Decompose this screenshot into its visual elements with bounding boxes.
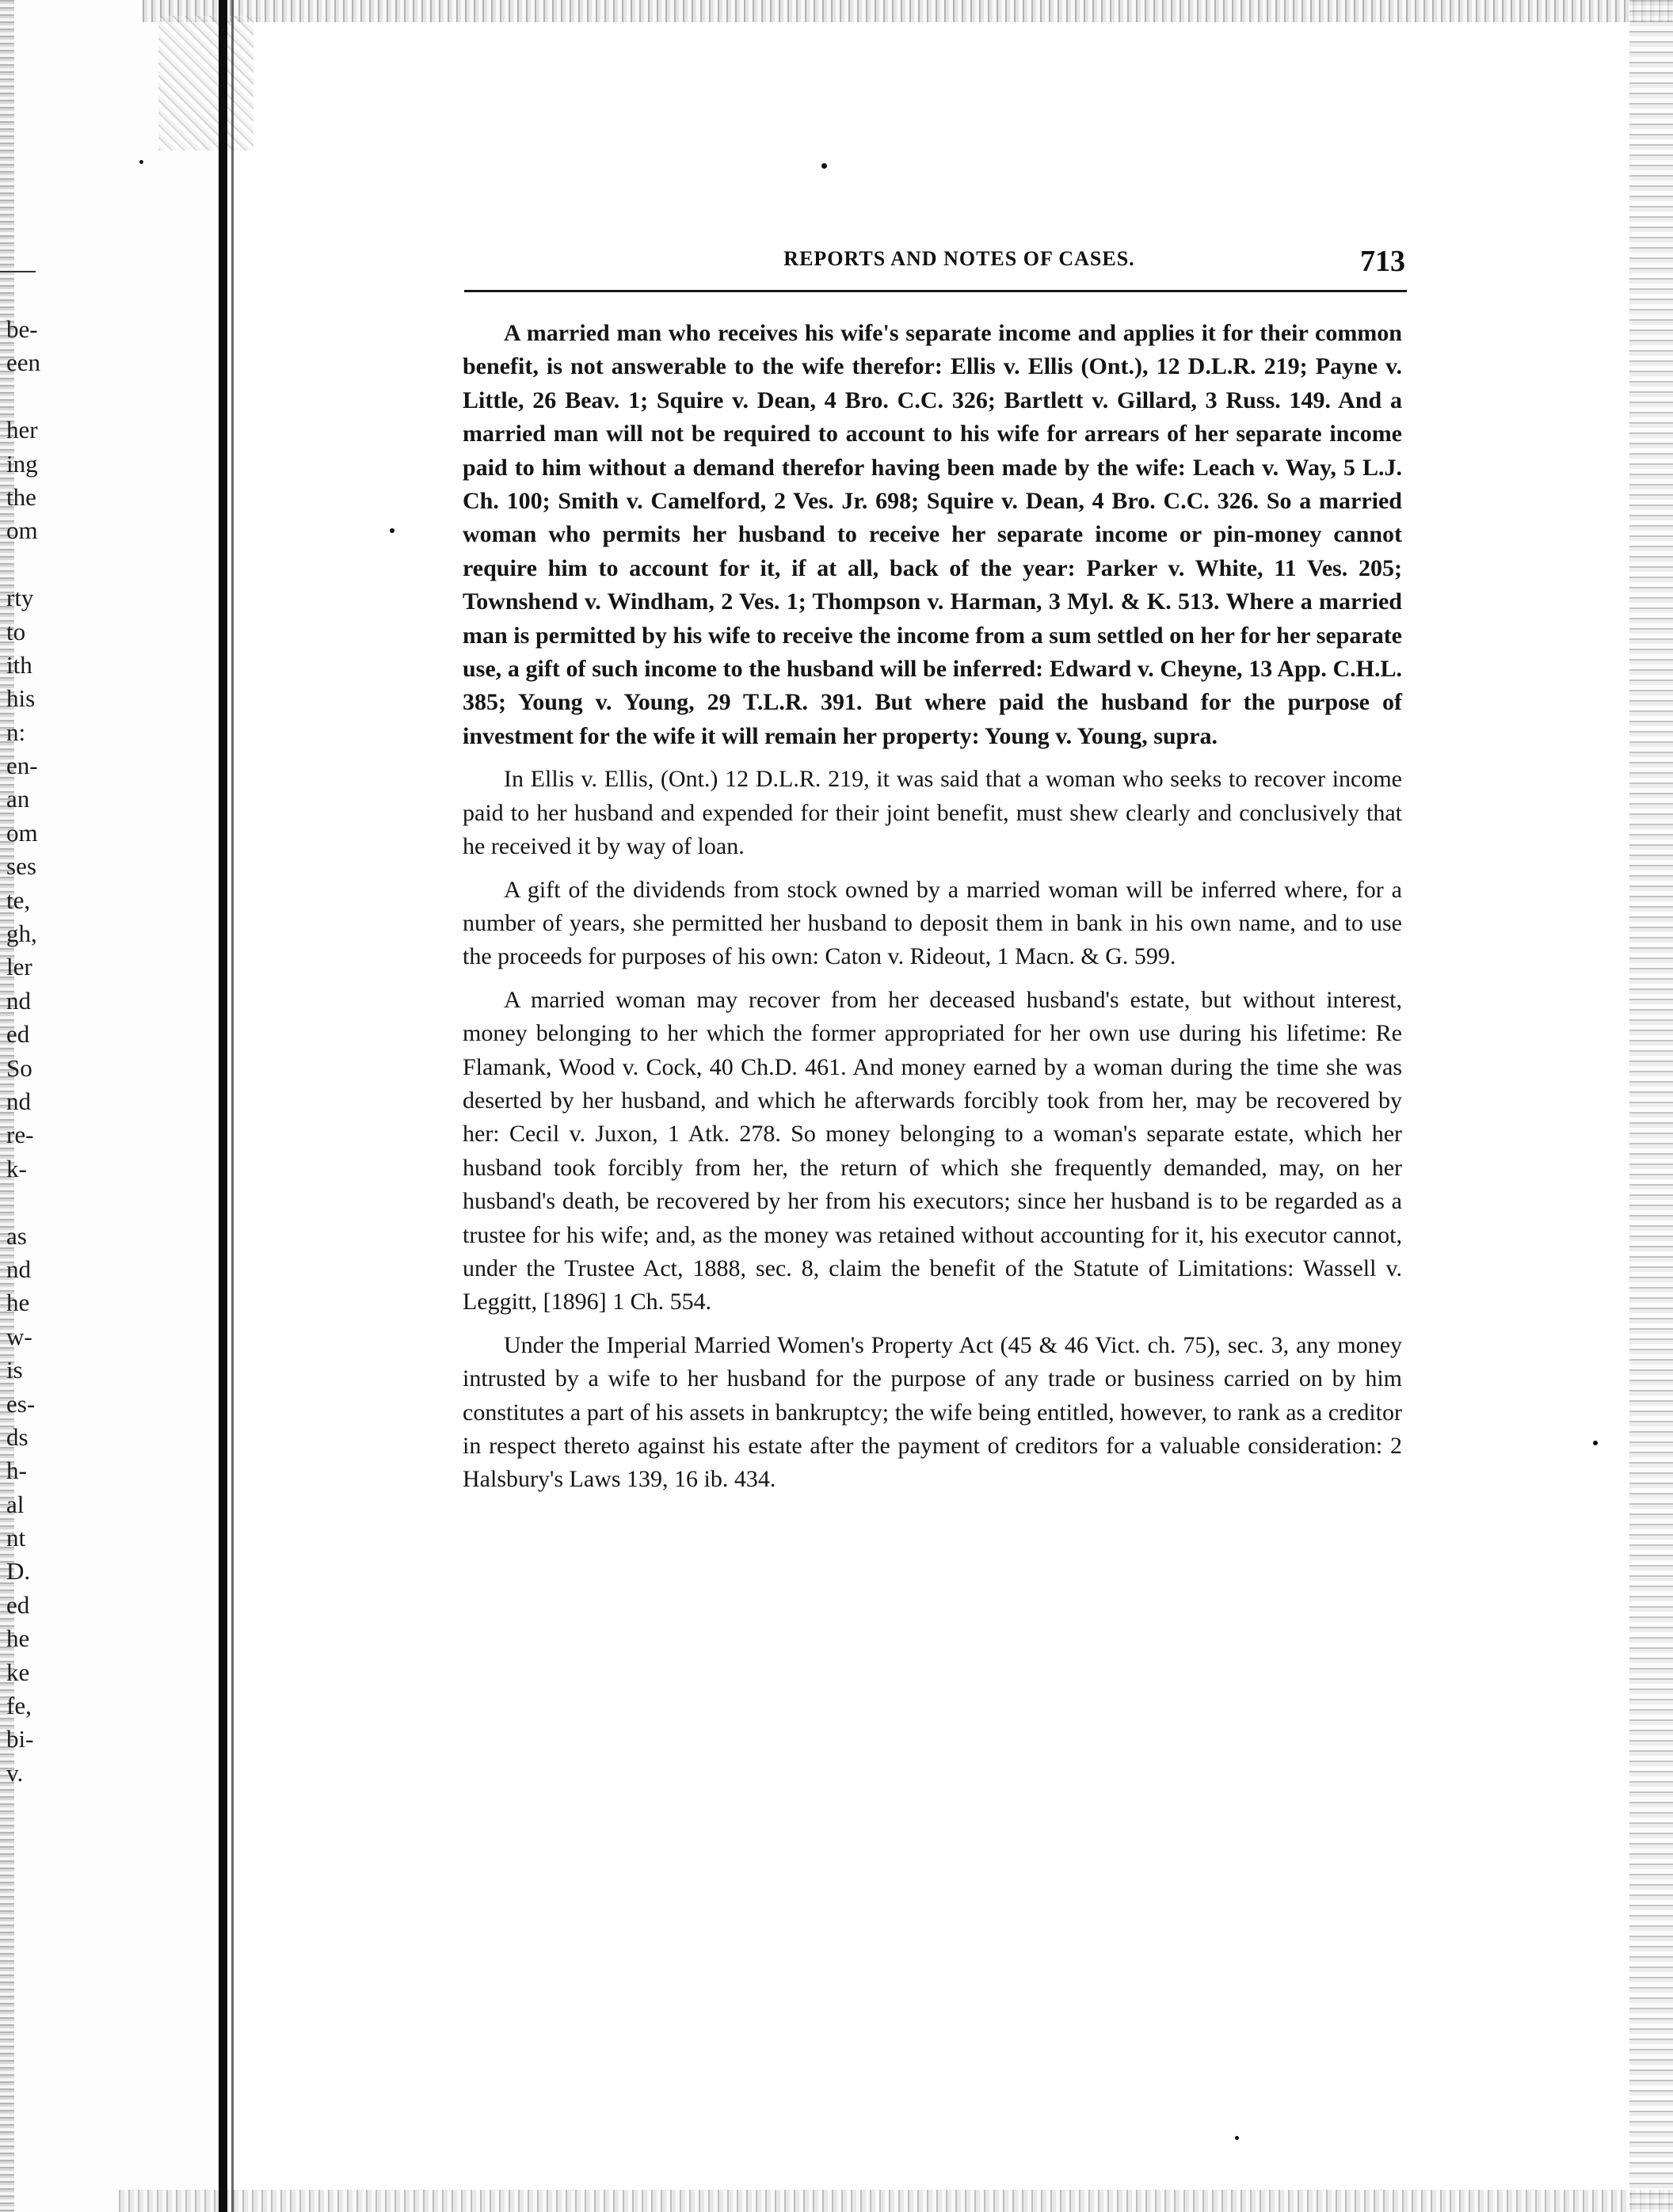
scan-edge-noise-right xyxy=(1629,0,1673,2212)
book-binding-shadow xyxy=(219,0,227,2212)
facing-page-fragment xyxy=(6,1186,48,1219)
facing-page-fragment: om xyxy=(6,516,38,545)
facing-page-fragment: om xyxy=(6,818,38,847)
facing-page-fragment: een xyxy=(6,348,41,377)
scan-edge-noise-bottom xyxy=(119,2190,1673,2212)
facing-page-fragment: ith xyxy=(6,650,32,679)
facing-page-fragment: is xyxy=(6,1356,23,1384)
facing-page-fragment: ing xyxy=(6,449,38,478)
facing-page-fragment xyxy=(6,380,48,413)
page-number: 713 xyxy=(1360,245,1405,278)
facing-page-fragment: te, xyxy=(6,885,31,914)
facing-page-fragment: ed xyxy=(6,1590,30,1619)
facing-page-fragment: ses xyxy=(6,852,36,881)
scan-speck xyxy=(139,160,143,164)
facing-page-fragment: h- xyxy=(6,1456,27,1485)
book-binding-edge xyxy=(231,0,234,2212)
paragraph-5: Under the Imperial Married Women's Property Act (45 & 46 Vict. ch. 75), sec. 3, any money intrusted by a wife to her husband for the purpose of any trade or business carried on by him constitutes a part of his assets in bankruptcy; the wife being entitled, however, to rank as a creditor in respect thereto against his estate after the payment of creditors for a valuable consideration: 2 Halsbury's Laws 139, 16 ib. 434. xyxy=(463,1331,1402,1493)
facing-page-fragment: So xyxy=(6,1053,32,1082)
facing-page-fragment: k- xyxy=(6,1154,27,1182)
facing-page-fragment: al xyxy=(6,1490,25,1518)
scan-speck xyxy=(821,163,827,169)
scan-speck xyxy=(1593,1441,1598,1445)
running-head xyxy=(464,247,1407,285)
facing-page-fragment: nd xyxy=(6,1254,31,1283)
facing-page-rule xyxy=(0,271,36,272)
page-body xyxy=(463,317,1402,1506)
scan-edge-noise-top xyxy=(143,0,1673,22)
facing-page-fragment: re- xyxy=(6,1121,34,1149)
facing-page-fragment: ds xyxy=(6,1422,29,1451)
scan-speck xyxy=(390,528,394,533)
facing-page-fragment: es- xyxy=(6,1389,36,1418)
scan-corner-noise xyxy=(158,16,253,150)
facing-page-fragment: ke xyxy=(6,1658,30,1686)
facing-page-fragment: an xyxy=(6,785,30,813)
facing-page-fragment: as xyxy=(6,1221,27,1250)
facing-page-fragment: rty xyxy=(6,584,34,612)
header-rule xyxy=(464,290,1407,292)
facing-page-fragment: her xyxy=(6,416,38,444)
facing-page-fragment: nd xyxy=(6,986,31,1015)
facing-page-fragment: en- xyxy=(6,752,38,780)
facing-page-fragment: his xyxy=(6,684,36,713)
facing-page-fragment: n: xyxy=(6,718,26,746)
facing-page-fragment: he xyxy=(6,1624,30,1653)
running-head-title: REPORTS AND NOTES OF CASES. xyxy=(783,247,1135,270)
paragraph-4: A married woman may recover from her deceased husband's estate, but without interest, money belonging to her which the former appropriated for her own use during his lifetime: Re Flamank, Wood v. Cock, 40 Ch.D. 461. And money earned by a woman during the time she was deserted by her husband, and which he afterwards forcibly took from her, may be recovered by her: Cecil v. Juxon, 1 Atk. 278. So money belonging to a woman's separate estate, which her husband took forcibly from her, the return of which she frequently demanded, may, on her husband's death, be recovered by her from his executors; since her husband is to be regarded as a trustee for his wife; and, as the money was retained without accounting for it, his executor cannot, under the Trustee Act, 1888, sec. 8, claim the benefit of the Statute of Limitations: Wassell v. Leggitt, [1896] 1 Ch. 554. xyxy=(463,986,1402,1315)
facing-page-fragment: w- xyxy=(6,1322,32,1350)
facing-page-text-fragments xyxy=(6,313,48,1790)
facing-page-fragment: to xyxy=(6,617,26,645)
facing-page-fragment: D. xyxy=(6,1557,31,1586)
facing-page-fragment: ler xyxy=(6,953,32,981)
facing-page-fragment xyxy=(6,548,48,581)
facing-page-fragment: he xyxy=(6,1289,30,1317)
facing-page-fragment: nt xyxy=(6,1524,26,1552)
facing-page-fragment: be- xyxy=(6,315,38,343)
facing-page-fragment: the xyxy=(6,482,36,511)
paragraph-3: A gift of the dividends from stock owned by a married woman will be inferred where, for a number of years, she permitted her husband to deposit them in bank in his own name, and to use the proceeds for purposes of his own: Caton v. Rideout, 1 Macn. & G. 599. xyxy=(463,876,1402,970)
paragraph-1: A married man who receives his wife's separate income and applies it for their common benefit, is not answerable to the wife therefor: Ellis v. Ellis (Ont.), 12 D.L.R. 219; Payne v. Little, 26 Beav. 1; Squire v. Dean, 4 Bro. C.C. 326; Bartlett v. Gillard, 3 Russ. 149. And a married man will not be required to account to his wife for arrears of her separate income paid to him without a demand therefor having been made by the wife: Leach v. Way, 5 L.J. Ch. 100; Smith v. Camelford, 2 Ves. Jr. 698; Squire v. Dean, 4 Bro. C.C. 326. So a married woman who permits her husband to receive her separate income or pin-money cannot require him to account for it, if at all, back of the year: Parker v. White, 11 Ves. 205; Townshend v. Windham, 2 Ves. 1; Thompson v. Harman, 3 Myl. & K. 513. Where a married man is permitted by his wife to receive the income from a sum settled on her for her separate use, a gift of such income to the husband will be inferred: Edward v. Cheyne, 13 App. C.H.L. 385; Young v. Young, 29 T.L.R. 391. But where paid the husband for the purpose of investment for the wife it will remain her property: Young v. Young, supra. xyxy=(463,320,1402,749)
facing-page-fragment: ed xyxy=(6,1020,30,1049)
facing-page-fragment: fe, xyxy=(6,1692,32,1720)
facing-page-fragment: gh, xyxy=(6,919,37,948)
facing-page-fragment: nd xyxy=(6,1087,31,1115)
paragraph-2: In Ellis v. Ellis, (Ont.) 12 D.L.R. 219, it was said that a woman who seeks to recover income paid to her husband and expended for their joint benefit, must shew clearly and conclusively that he received it by way of loan. xyxy=(463,766,1402,860)
scan-speck xyxy=(1235,2136,1239,2140)
facing-page-fragment: bi- xyxy=(6,1725,34,1753)
facing-page-fragment: v. xyxy=(6,1758,24,1787)
